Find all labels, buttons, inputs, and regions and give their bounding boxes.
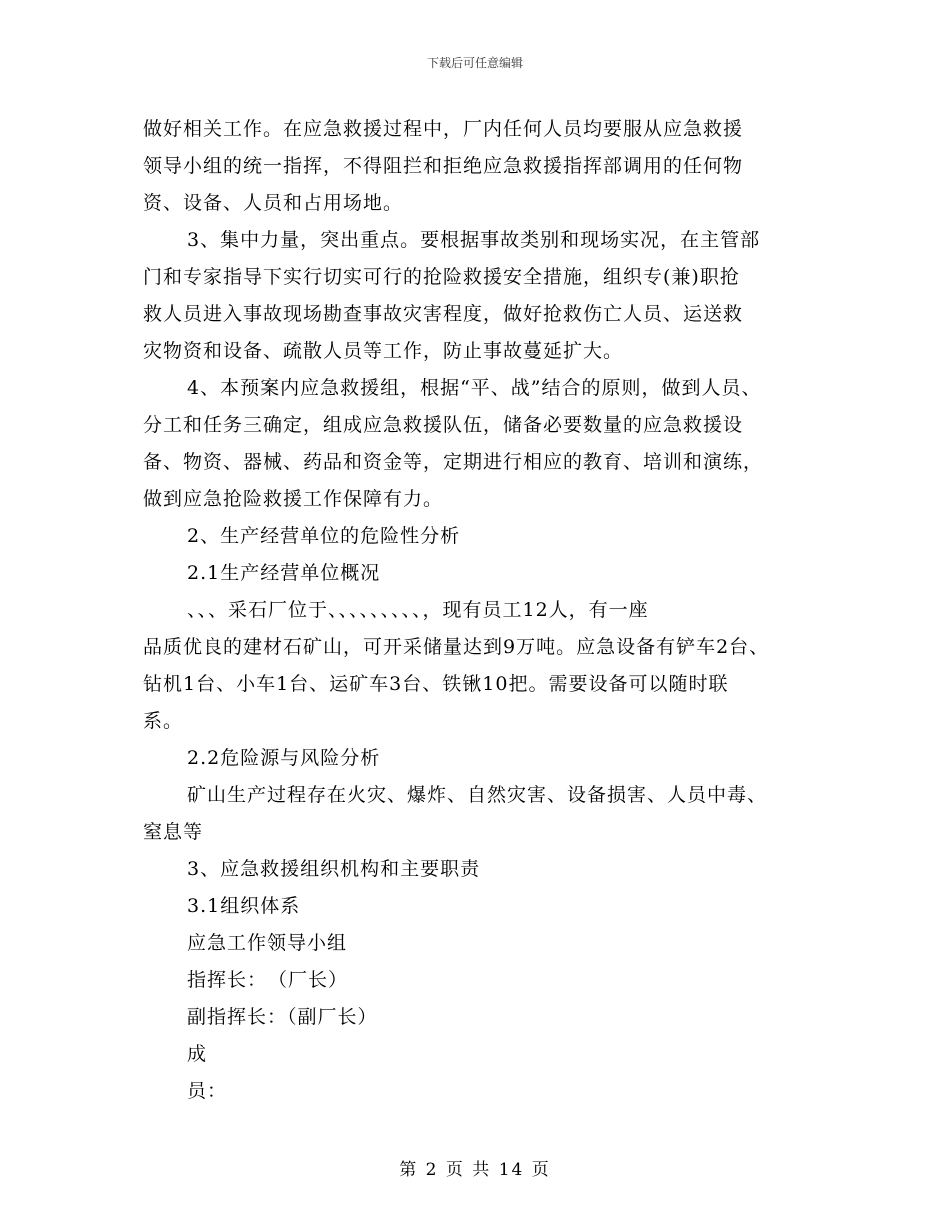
text-line: 员： (187, 1080, 228, 1102)
text-line: 2、生产经营单位的危险性分析 (187, 525, 461, 547)
text-line: 、、、采石厂位于、、、、、、、、、，现有员工12人，有一座 (187, 599, 649, 621)
text-line: 指挥长： （厂长） (187, 969, 349, 991)
text-line: 系。 (143, 710, 184, 732)
text-line: 4、本预案内应急救援组，根据“平、战”结合的原则，做到人员、 (187, 377, 762, 399)
text-line: 成 (187, 1043, 208, 1065)
text-line: 2.2危险源与风险分析 (187, 747, 381, 769)
text-line: 做好相关工作。在应急救援过程中，厂内任何人员均要服从应急救援 (143, 118, 744, 140)
page-header: 下载后可任意编辑 (426, 56, 523, 70)
text-line: 2.1生产经营单位概况 (187, 562, 381, 584)
document-body (143, 111, 833, 1110)
text-line: 救人员进入事故现场勘查事故灾害程度，做好抢救伤亡人员、运送救 (143, 303, 744, 325)
text-line: 资、设备、人员和占用场地。 (143, 192, 404, 214)
text-line: 领导小组的统一指挥，不得阻拦和拒绝应急救援指挥部调用的任何物 (143, 155, 744, 177)
text-line: 应急工作领导小组 (187, 932, 348, 954)
text-line: 3、应急救援组织机构和主要职责 (187, 858, 481, 880)
text-line: 3.1组织体系 (187, 895, 301, 917)
text-line: 3、集中力量，突出重点。要根据事故类别和现场实况，在主管部 (187, 229, 761, 251)
text-line: 灾物资和设备、疏散人员等工作，防止事故蔓延扩大。 (143, 340, 624, 362)
text-line: 钻机1台、小车1台、运矿车3台、铁锹10把。需要设备可以随时联 (143, 673, 729, 695)
text-line: 窒息等 (143, 821, 204, 843)
text-line: 门和专家指导下实行切实可行的抢险救援安全措施，组织专(兼)职抢 (143, 266, 740, 288)
text-line: 分工和任务三确定，组成应急救援队伍，储备必要数量的应急救援设 (143, 414, 744, 436)
text-line: 矿山生产过程存在火灾、爆炸、自然灾害、设备损害、人员中毒、 (187, 784, 768, 806)
text-line: 备、物资、器械、药品和资金等，定期进行相应的教育、培训和演练， (143, 451, 764, 473)
text-line: 做到应急抢险救援工作保障有力。 (143, 488, 444, 510)
text-line: 品质优良的建材石矿山，可开采储量达到9万吨。应急设备有铲车2台、 (143, 636, 770, 658)
text-line: 副指挥长：（副厂长） (187, 1006, 378, 1028)
page-footer: 第 2 页 共 14 页 (399, 1160, 551, 1180)
